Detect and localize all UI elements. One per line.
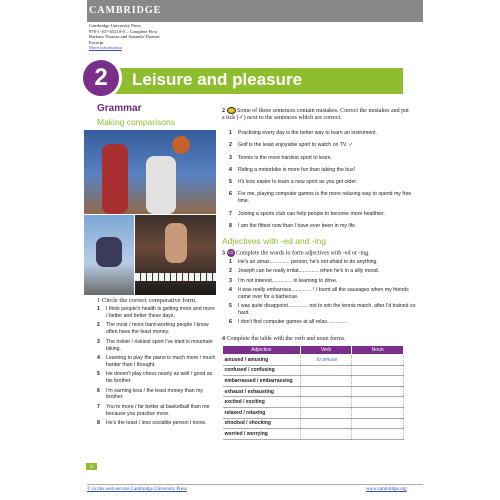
grammar-subheading: Making comparisons xyxy=(97,117,175,127)
list-item: 7 Joining a sports club can help people to become more healthier. xyxy=(229,210,385,217)
unit-number-badge: 2 xyxy=(80,57,122,99)
list-item: 4 It was really embarrass.............. ! I burnt all the sausages when my friends came over for a barbecue. xyxy=(229,286,409,300)
list-item: 5 I was quite disappoint.............. not to win the tennis match, after I'd trained so hard. xyxy=(229,302,416,316)
cambridge-logo: CAMBRIDGE xyxy=(89,5,162,16)
audio-cd-icon: CD xyxy=(227,250,234,255)
cambridge-website-link[interactable]: www.cambridge.org xyxy=(366,487,407,492)
list-item: 1 Practising every day is the better way to learn an instrument. xyxy=(229,130,377,136)
player-shape xyxy=(102,144,128,214)
exercise3-list xyxy=(229,259,419,328)
word-form-table xyxy=(222,345,404,440)
grammar-heading: Grammar xyxy=(97,103,142,114)
exercise4-instruction: 4 Complete the table with the verb and noun forms. xyxy=(222,336,346,342)
list-item: 8 I am the fittest now than I have ever been in my life. xyxy=(229,222,357,229)
meta-line: 978-1-107-65210-0 – Complete First xyxy=(89,28,158,34)
footer-divider xyxy=(87,484,423,485)
column-header: Adjective xyxy=(223,346,301,355)
exercise1-heading: 1 Circle the correct comparative form. xyxy=(97,297,197,304)
meta-line: Barbara Thomas and Amanda Thomas xyxy=(89,34,160,40)
table-row: excited / exciting xyxy=(223,397,404,408)
list-item: 3 Tennis is the more hardest sport to learn. xyxy=(229,154,332,161)
basketball-photo xyxy=(84,130,216,214)
list-item: 1 He's an amaz.............. person; he's not afraid to do anything. xyxy=(229,259,378,265)
unit-title: Leisure and pleasure xyxy=(132,70,303,89)
meta-line: Cambridge University Press xyxy=(89,23,141,28)
list-item: 6 I don't find computer games at all relax.............. xyxy=(229,319,348,326)
table-row: confused / confusing xyxy=(223,365,404,376)
table-header-row xyxy=(223,346,404,355)
rider-shape xyxy=(96,237,122,267)
list-item: 8 He's the least / less sociable person I know. xyxy=(97,420,207,427)
list-item: 5 It's less easier to learn a new sport as you get older. xyxy=(229,179,358,186)
piano-photo xyxy=(135,215,216,295)
table-row: exhaust / exhausting xyxy=(223,386,404,397)
book-metadata xyxy=(89,23,160,51)
exercise3-instruction: 3 CD Complete the words to form adjectives with -ed or -ing. xyxy=(222,250,370,257)
list-item: 6 For me, playing computer games is the more relaxing way to spend my free time. xyxy=(229,191,412,205)
player-shape xyxy=(146,156,176,214)
list-item: 2 Joseph can be really irritat.............. when he's in a silly mood. xyxy=(229,268,380,275)
error-correction-icon xyxy=(227,107,236,114)
column-header: Noun xyxy=(352,346,404,355)
list-item: 2 The most / more hard-working people I know often have the least money. xyxy=(97,322,209,336)
list-item: 3 I'm not interest.............. in learning to drive. xyxy=(229,277,338,284)
more-information-link[interactable]: More information xyxy=(89,45,122,51)
piano-keys xyxy=(135,273,216,281)
table-row: embarrassed / embarrassing xyxy=(223,376,404,387)
bmx-photo xyxy=(84,215,134,295)
list-item: 3 The riskier / riskiest sport I've tried is mountain biking. xyxy=(97,338,213,352)
column-header: Verb xyxy=(300,346,352,355)
table-row: shocked / shocking xyxy=(223,418,404,429)
list-item: 4 Learning to play the piano is much more / much harder than I thought. xyxy=(97,354,216,368)
exercise2-instruction: 2 Some of these sentences contain mistakes. Correct the mistakes and put a tick (✓) next to the sentences which are correct. xyxy=(222,107,409,121)
meta-line: Excerpt xyxy=(89,39,104,45)
list-item: 2 Golf is the least enjoyable sport to watch on TV. ✓ xyxy=(229,142,354,149)
copyright-link[interactable]: © in this web service Cambridge University Press xyxy=(87,487,188,492)
table-row: amused / amusing to amuse xyxy=(223,355,404,366)
adjectives-heading: Adjectives with -ed and -ing xyxy=(222,236,326,246)
page-number: 8 xyxy=(86,463,97,470)
basketball-ball xyxy=(172,136,190,154)
exercise2-list xyxy=(229,130,419,235)
table-row: relaxed / relaxing xyxy=(223,407,404,418)
pianist-shape xyxy=(165,223,187,263)
list-item: 4 Riding a motorbike is more fun than taking the bus! xyxy=(229,166,356,173)
table-row: worried / worrying xyxy=(223,429,404,440)
list-item: 7 You're more / far better at basketball than me because you practise more. xyxy=(97,403,210,417)
list-item: 6 I'm earning less / the least money than my brother. xyxy=(97,387,204,401)
list-item: 1 I think people's health is getting more and more / better and better these days. xyxy=(97,306,215,319)
list-item: 5 He doesn't play chess nearly as well / good as his brother. xyxy=(97,371,213,385)
exercise1-list xyxy=(97,306,217,430)
